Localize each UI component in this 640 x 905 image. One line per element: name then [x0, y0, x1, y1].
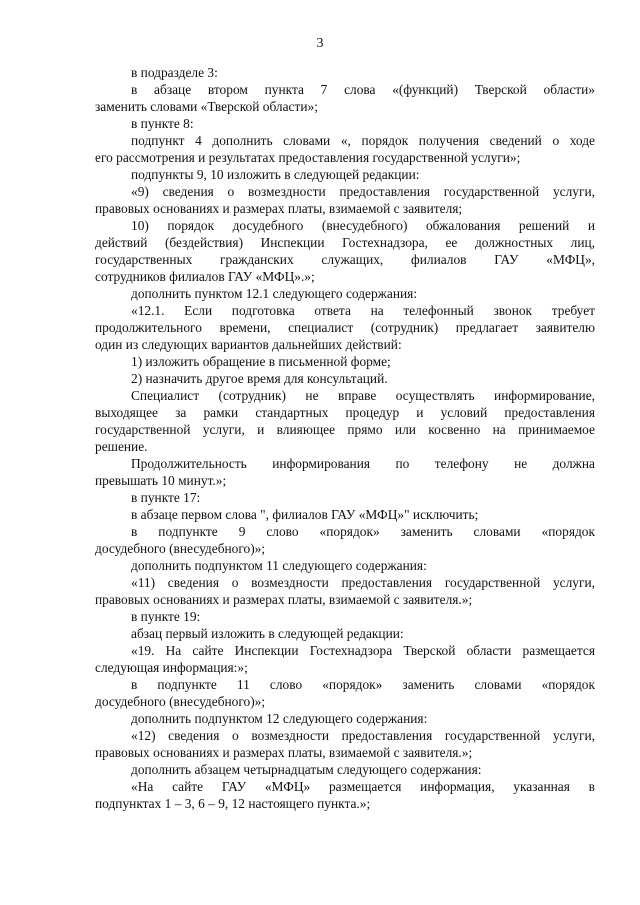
text-line: досудебного (внесудебного)»;	[95, 694, 266, 709]
text-line: правовых основаниях и размерах платы, взимаемой с заявителя;	[95, 201, 463, 216]
text-line: подпункты 9, 10 изложить в следующей редакции:	[131, 167, 420, 182]
text-line: в подпункте 11 слово «порядок» заменить словами «порядок	[131, 677, 595, 692]
text-line: 1) изложить обращение в письменной форме;	[131, 354, 391, 369]
text-line: правовых основаниях и размерах платы, взимаемой с заявителя.»;	[95, 592, 473, 607]
text-line: Специалист (сотрудник) не вправе осуществлять информирование,	[131, 388, 595, 403]
text-line: продолжительного времени, специалист (сотрудник) предлагает заявителю	[95, 320, 595, 335]
text-line: выходящее за рамки стандартных процедур и условий предоставления	[95, 405, 595, 420]
text-line: «На сайте ГАУ «МФЦ» размещается информация, указанная в	[131, 779, 595, 794]
text-line: заменить словами «Тверской области»;	[95, 99, 318, 114]
text-line: в подпункте 9 слово «порядок» заменить словами «порядок	[131, 524, 595, 539]
text-line: «12.1. Если подготовка ответа на телефонный звонок требует	[131, 303, 595, 318]
text-line: действий (бездействия) Инспекции Гостехнадзора, ее должностных лиц,	[95, 235, 595, 250]
text-line: решение.	[95, 439, 148, 454]
text-line: государственной услуги, и влияющее прямо или косвенно на принимаемое	[95, 422, 595, 437]
text-line: «9) сведения о возмездности предоставления государственной услуги,	[131, 184, 595, 199]
page-number: 3	[316, 36, 324, 51]
text-line: сотрудников филиалов ГАУ «МФЦ».»;	[95, 269, 315, 284]
text-line: в пункте 8:	[131, 116, 194, 131]
text-line: «12) сведения о возмездности предоставления государственной услуги,	[131, 728, 595, 743]
text-line: подпунктах 1 – 3, 6 – 9, 12 настоящего пункта.»;	[95, 796, 371, 811]
text-line: досудебного (внесудебного)»;	[95, 541, 266, 556]
text-line: правовых основаниях и размерах платы, взимаемой с заявителя.»;	[95, 745, 473, 760]
text-line: дополнить подпунктом 12 следующего содержания:	[131, 711, 428, 726]
text-line: в подразделе 3:	[131, 65, 218, 80]
text-line: подпункт 4 дополнить словами «, порядок получения сведений о ходе	[131, 133, 595, 148]
document-body	[95, 64, 595, 812]
text-line: в абзаце втором пункта 7 слова «(функций) Тверской области»	[131, 82, 595, 97]
text-line: в абзаце первом слова ", филиалов ГАУ «МФЦ»" исключить;	[131, 507, 479, 522]
text-line: дополнить абзацем четырнадцатым следующего содержания:	[131, 762, 482, 777]
text-line: абзац первый изложить в следующей редакции:	[131, 626, 404, 641]
text-line: в пункте 17:	[131, 490, 201, 505]
text-line: превышать 10 минут.»;	[95, 473, 227, 488]
text-line: «11) сведения о возмездности предоставления государственной услуги,	[131, 575, 595, 590]
text-line: дополнить пунктом 12.1 следующего содержания:	[131, 286, 418, 301]
text-line: государственных гражданских служащих, филиалов ГАУ «МФЦ»,	[95, 252, 595, 267]
text-line: «19. На сайте Инспекции Гостехнадзора Тверской области размещается	[131, 643, 595, 658]
text-line: дополнить подпунктом 11 следующего содержания:	[131, 558, 427, 573]
text-line: его рассмотрения и результатах предоставления государственной услуги»;	[95, 150, 521, 165]
text-line: следующая информация:»;	[95, 660, 248, 675]
text-line: 10) порядок досудебного (внесудебного) обжалования решений и	[131, 218, 595, 233]
text-line: в пункте 19:	[131, 609, 201, 624]
text-line: Продолжительность информирования по телефону не должна	[131, 456, 595, 471]
text-line: 2) назначить другое время для консультаций.	[131, 371, 388, 386]
text-line: один из следующих вариантов дальнейших действий:	[95, 337, 402, 352]
